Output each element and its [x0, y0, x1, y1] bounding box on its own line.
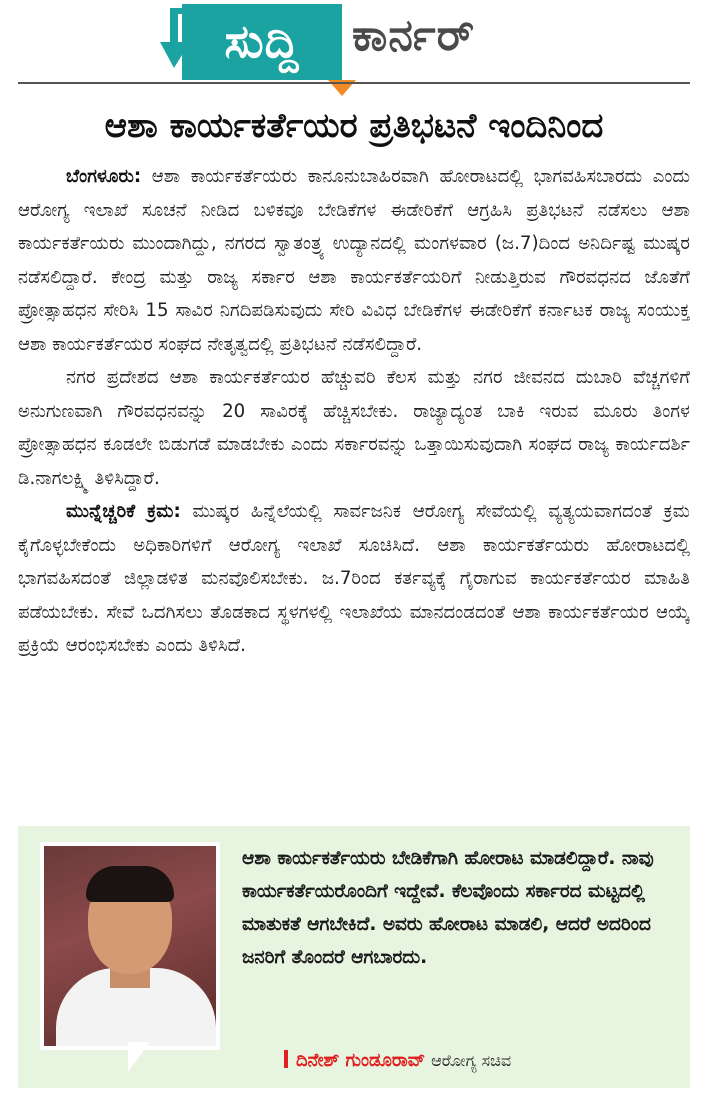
quote-text: ಆಶಾ ಕಾರ್ಯಕರ್ತೆಯರು ಬೇಡಿಕೆಗಾಗಿ ಹೋರಾಟ ಮಾಡಲಿದ್ದಾರೆ. ನಾವು ಕಾರ್ಯಕರ್ತೆಯರೊಂದಿಗೆ ಇದ್ದೇವೆ. ಕೆಲವೊಂದು ಸರ್ಕಾರದ ಮಟ್ಟದಲ್ಲಿ ಮಾತುಕತೆ ಆಗಬೇಕಿದೆ. ಅವರು ಹೋರಾಟ ಮಾಡಲಿ, ಆದರೆ ಅದರಿಂದ ಜನರಿಗೆ ತೊಂದರೆ ಆಗಬಾರದು. — [242, 848, 654, 968]
paragraph-3-text: ಮುಷ್ಕರ ಹಿನ್ನೆಲೆಯಲ್ಲಿ ಸಾರ್ವಜನಿಕ ಆರೋಗ್ಯ ಸೇವೆಯಲ್ಲಿ ವ್ಯತ್ಯಯವಾಗದಂತೆ ಕ್ರಮ ಕೈಗೊಳ್ಳಬೇಕೆಂದು ಅಧಿಕಾರಿಗಳಿಗೆ ಆರೋಗ್ಯ ಇಲಾಖೆ ಸೂಚಿಸಿದೆ. ಆಶಾ ಕಾರ್ಯಕರ್ತೆಯರು ಹೋರಾಟದಲ್ಲಿ ಭಾಗವಹಿಸದಂತೆ ಜಿಲ್ಲಾಡಳಿತ ಮನವೊಲಿಸಬೇಕು. ಜ.7ರಿಂದ ಕರ್ತವ್ಯಕ್ಕೆ ಗೈರಾಗುವ ಕಾರ್ಯಕರ್ತೆಯರ ಮಾಹಿತಿ ಪಡೆಯಬೇಕು. ಸೇವೆ ಒದಗಿಸಲು ತೊಡಕಾದ ಸ್ಥಳಗಳಲ್ಲಿ ಇಲಾಖೆಯ ಮಾನದಂಡದಂತೆ ಆಶಾ ಕಾರ್ಯಕರ್ತೆಯರ ಆಯ್ಕೆ ಪ್ರಕ್ರಿಯೆ ಆರಂಭಿಸಬೇಕು ಎಂದು ತಿಳಿಸಿದೆ. — [18, 501, 690, 656]
section-tag-rest: ಕಾರ್ನರ್ — [352, 10, 476, 61]
quote-box — [18, 826, 690, 1088]
paragraph-1-text: ಆಶಾ ಕಾರ್ಯಕರ್ತೆಯರು ಕಾನೂನುಬಾಹಿರವಾಗಿ ಹೋರಾಟದಲ್ಲಿ ಭಾಗವಹಿಸಬಾರದು ಎಂದು ಆರೋಗ್ಯ ಇಲಾಖೆ ಸೂಚನೆ ನೀಡಿದ ಬಳಿಕವೂ ಬೇಡಿಕೆಗಳ ಈಡೇರಿಕೆಗೆ ಆಗ್ರಹಿಸಿ ಪ್ರತಿಭಟನೆ ನಡೆಸಲು ಆಶಾ ಕಾರ್ಯಕರ್ತೆಯರು ಮುಂದಾಗಿದ್ದು, ನಗರದ ಸ್ವಾತಂತ್ರ್ಯ ಉದ್ಯಾನದಲ್ಲಿ ಮಂಗಳವಾರ (ಜ.7)ದಿಂದ ಅನಿರ್ದಿಷ್ಟ ಮುಷ್ಕರ ನಡೆಸಲಿದ್ದಾರೆ. ಕೇಂದ್ರ ಮತ್ತು ರಾಜ್ಯ ಸರ್ಕಾರ ಆಶಾ ಕಾರ್ಯಕರ್ತೆಯರಿಗೆ ನೀಡುತ್ತಿರುವ ಗೌರವಧನದ ಜೊತೆಗೆ ಪ್ರೋತ್ಸಾಹಧನ ಸೇರಿಸಿ 15 ಸಾವಿರ ನಿಗದಿಪಡಿಸುವುದು ಸೇರಿ ವಿವಿಧ ಬೇಡಿಕೆಗಳ ಈಡೇರಿಕೆಗೆ ಕರ್ನಾಟಕ ರಾಜ್ಯ ಸಂಯುಕ್ತ ಆಶಾ ಕಾರ್ಯಕರ್ತೆಯರ ಸಂಘದ ನೇತೃತ್ವದಲ್ಲಿ ಪ್ರತಿಭಟನೆ ನಡೆಸಲಿದ್ದಾರೆ. — [18, 166, 690, 355]
article-paragraph-3 — [18, 495, 690, 663]
section-header — [0, 0, 706, 100]
headline: ಆಶಾ ಕಾರ್ಯಕರ್ತೆಯರ ಪ್ರತಿಭಟನೆ ಇಂದಿನಿಂದ — [104, 106, 604, 146]
section-tag-highlight: ಸುದ್ದಿ — [182, 4, 342, 80]
quote-attribution — [284, 1046, 684, 1076]
attribution-bar — [284, 1050, 288, 1068]
speaker-role: ಆರೋಗ್ಯ ಸಚಿವ — [431, 1051, 512, 1070]
speaker-name: ದಿನೇಶ್ ಗುಂಡೂರಾವ್ — [296, 1050, 426, 1071]
speech-bubble-tail — [128, 1042, 150, 1072]
dateline: ಬೆಂಗಳೂರು: — [66, 166, 142, 187]
article-paragraph-1 — [18, 160, 690, 361]
speaker-photo — [44, 846, 216, 1046]
article-body — [18, 160, 690, 663]
header-divider — [18, 82, 690, 84]
photo-hair — [86, 866, 174, 902]
article-paragraph-2: ನಗರ ಪ್ರದೇಶದ ಆಶಾ ಕಾರ್ಯಕರ್ತೆಯರ ಹೆಚ್ಚುವರಿ ಕೆಲಸ ಮತ್ತು ನಗರ ಜೀವನದ ದುಬಾರಿ ವೆಚ್ಚಗಳಿಗೆ ಅನುಗುಣವಾಗಿ ಗೌರವಧನವನ್ನು 20 ಸಾವಿರಕ್ಕೆ ಹೆಚ್ಚಿಸಬೇಕು. ರಾಜ್ಯಾದ್ಯಂತ ಬಾಕಿ ಇರುವ ಮೂರು ತಿಂಗಳ ಪ್ರೋತ್ಸಾಹಧನ ಕೂಡಲೇ ಬಿಡುಗಡೆ ಮಾಡಬೇಕು ಎಂದು ಸರ್ಕಾರವನ್ನು ಒತ್ತಾಯಿಸುವುದಾಗಿ ಸಂಘದ ರಾಜ್ಯ ಕಾರ್ಯದರ್ಶಿ ಡಿ.ನಾಗಲಕ್ಷ್ಮಿ ತಿಳಿಸಿದ್ದಾರೆ. — [18, 367, 690, 489]
subhead: ಮುನ್ನೆಚ್ಚರಿಕೆ ಕ್ರಮ: — [66, 501, 181, 522]
